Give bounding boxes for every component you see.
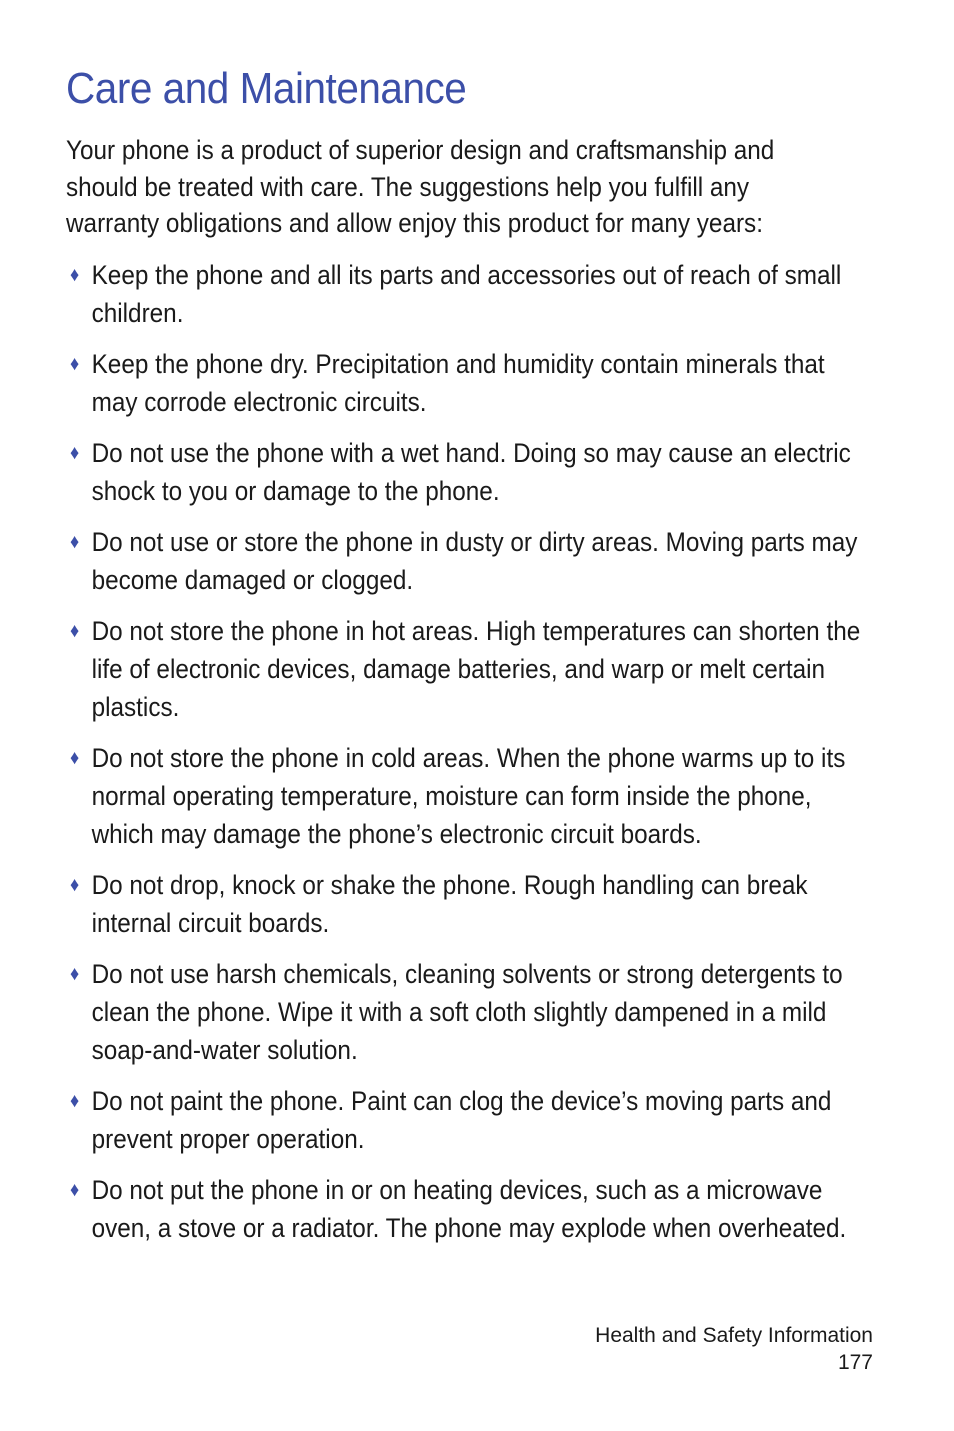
diamond-bullet-icon: ♦ bbox=[70, 963, 80, 985]
diamond-bullet-icon: ♦ bbox=[70, 747, 80, 769]
list-item bbox=[70, 1171, 862, 1247]
intro-paragraph: Your phone is a product of superior design and craftsmanship and should be treated with care. The suggestions help you fulfill any warranty obligations and allow enjoy this product for many years: bbox=[66, 135, 775, 238]
list-item bbox=[70, 256, 862, 332]
list-item bbox=[70, 1082, 862, 1158]
page-footer bbox=[595, 1322, 873, 1376]
diamond-bullet-icon: ♦ bbox=[70, 1090, 80, 1112]
list-item bbox=[70, 345, 862, 421]
diamond-bullet-icon: ♦ bbox=[70, 620, 80, 642]
list-item bbox=[70, 739, 862, 853]
list-item-text: Keep the phone and all its parts and accessories out of reach of small children. bbox=[91, 260, 842, 328]
diamond-bullet-icon: ♦ bbox=[70, 442, 80, 464]
list-item-text: Do not store the phone in cold areas. When the phone warms up to its normal operating temperature, moisture can form inside the phone, which may damage the phone’s electronic circuit boards. bbox=[91, 743, 846, 849]
list-item bbox=[70, 523, 862, 599]
page-title: Care and Maintenance bbox=[66, 64, 467, 113]
care-tips-list bbox=[70, 256, 862, 1260]
list-item-text: Do not put the phone in or on heating devices, such as a microwave oven, a stove or a radiator. The phone may explode when overheated. bbox=[91, 1175, 847, 1243]
list-item bbox=[70, 866, 862, 942]
list-item bbox=[70, 612, 862, 726]
list-item bbox=[70, 955, 862, 1069]
footer-section-title: Health and Safety Information bbox=[595, 1324, 873, 1347]
list-item-text: Do not store the phone in hot areas. High temperatures can shorten the life of electronic devices, damage batteries, and warp or melt certain plastics. bbox=[91, 616, 861, 722]
diamond-bullet-icon: ♦ bbox=[70, 1179, 80, 1201]
list-item-text: Do not use the phone with a wet hand. Doing so may cause an electric shock to you or damage to the phone. bbox=[91, 438, 851, 506]
list-item-text: Keep the phone dry. Precipitation and humidity contain minerals that may corrode electronic circuits. bbox=[91, 349, 825, 417]
diamond-bullet-icon: ♦ bbox=[70, 264, 80, 286]
diamond-bullet-icon: ♦ bbox=[70, 531, 80, 553]
list-item-text: Do not drop, knock or shake the phone. Rough handling can break internal circuit boards. bbox=[91, 870, 808, 938]
page-number: 177 bbox=[837, 1351, 873, 1374]
diamond-bullet-icon: ♦ bbox=[70, 874, 80, 896]
list-item-text: Do not use harsh chemicals, cleaning solvents or strong detergents to clean the phone. Wipe it with a soft cloth slightly dampened in a mild soap-and-water solution. bbox=[91, 959, 843, 1065]
list-item bbox=[70, 434, 862, 510]
list-item-text: Do not use or store the phone in dusty or dirty areas. Moving parts may become damaged or clogged. bbox=[91, 527, 858, 595]
diamond-bullet-icon: ♦ bbox=[70, 353, 80, 375]
list-item-text: Do not paint the phone. Paint can clog the device’s moving parts and prevent proper operation. bbox=[91, 1086, 832, 1154]
